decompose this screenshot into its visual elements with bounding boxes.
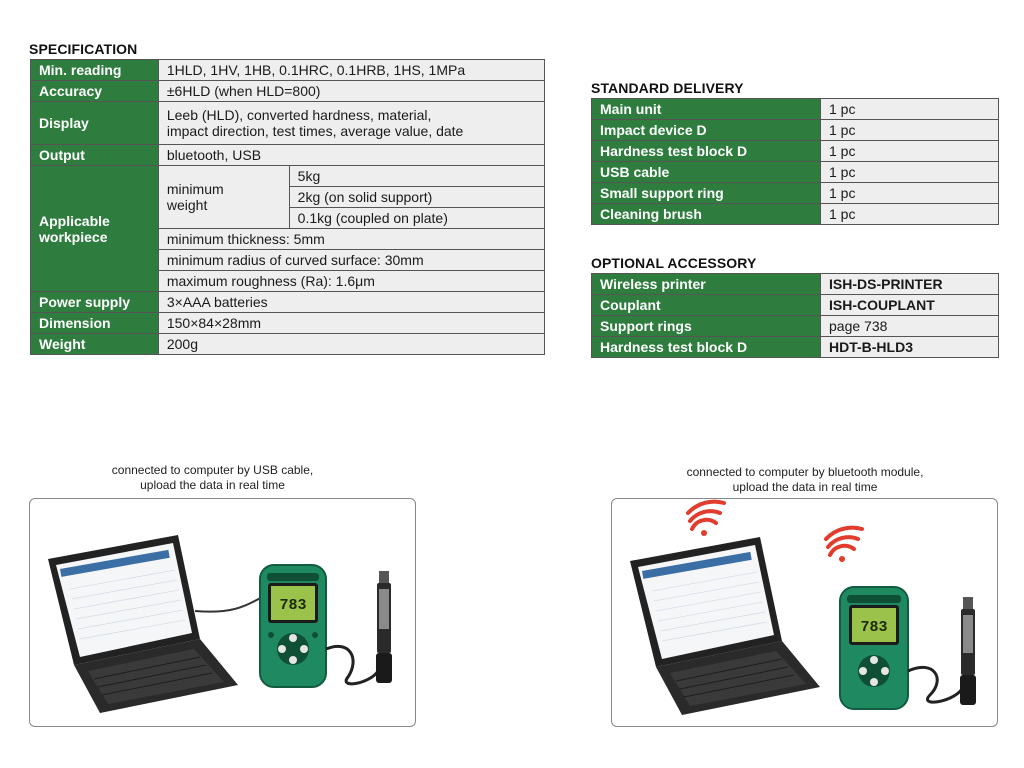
probe-cable: [326, 646, 378, 683]
row-label: Output: [31, 145, 159, 166]
table-row: [31, 145, 545, 166]
table-row: [31, 60, 545, 81]
table-row: [592, 99, 999, 120]
item-qty: 1 pc: [821, 183, 999, 204]
caption-line: upload the data in real time: [140, 478, 285, 492]
bluetooth-connection-illustration: [612, 499, 998, 727]
table-row: [31, 292, 545, 313]
item-label: USB cable: [592, 162, 821, 183]
weight-value: 2kg (on solid support): [289, 187, 544, 208]
row-label: [31, 166, 159, 292]
table-row: [31, 166, 545, 187]
laptop-illustration: [630, 537, 820, 715]
item-label: Cleaning brush: [592, 204, 821, 225]
table-row: [592, 337, 999, 358]
row-value: 150×84×28mm: [158, 313, 544, 334]
table-row: [592, 204, 999, 225]
table-row: [592, 274, 999, 295]
usb-connection-illustration: [30, 499, 416, 727]
row-value: 1HLD, 1HV, 1HB, 0.1HRC, 0.1HRB, 1HS, 1MPa: [158, 60, 544, 81]
tester-display-value: 783: [860, 619, 888, 636]
hardness-tester-illustration: [260, 565, 326, 687]
specification-title: SPECIFICATION: [29, 41, 138, 57]
row-value: minimum radius of curved surface: 30mm: [158, 250, 544, 271]
item-label: Small support ring: [592, 183, 821, 204]
item-code: ISH-COUPLANT: [821, 295, 999, 316]
tester-display-value: 783: [279, 597, 307, 614]
optional-accessory-title: OPTIONAL ACCESSORY: [591, 255, 757, 271]
wireless-signal-icon: [826, 528, 862, 562]
usb-cable: [195, 597, 262, 612]
item-label: Main unit: [592, 99, 821, 120]
row-label: Weight: [31, 334, 159, 355]
table-row: [592, 141, 999, 162]
min-weight-label: [158, 166, 289, 229]
table-row: [31, 334, 545, 355]
table-row: [592, 316, 999, 337]
row-value: ±6HLD (when HLD=800): [158, 81, 544, 102]
optional-accessory-table: [591, 273, 999, 358]
probe-cable: [908, 667, 962, 702]
row-value: [158, 102, 544, 145]
usb-connection-figure: [29, 498, 416, 727]
min-weight-line: weight: [166, 197, 208, 213]
impact-probe-illustration: [960, 597, 976, 705]
display-line: Leeb (HLD), converted hardness, material,: [166, 107, 432, 123]
item-qty: 1 pc: [821, 204, 999, 225]
table-row: [592, 295, 999, 316]
weight-value: 0.1kg (coupled on plate): [289, 208, 544, 229]
item-code: HDT-B-HLD3: [821, 337, 999, 358]
wireless-signal-icon: [688, 502, 724, 536]
item-qty: 1 pc: [821, 120, 999, 141]
impact-probe-illustration: [376, 571, 392, 683]
usb-figure-caption: [60, 463, 365, 493]
row-value: 3×AAA batteries: [158, 292, 544, 313]
hardness-tester-illustration: [840, 587, 908, 709]
table-row: [592, 183, 999, 204]
display-line: impact direction, test times, average value, date: [166, 123, 464, 139]
caption-line: connected to computer by bluetooth module,: [686, 465, 924, 479]
row-label: Dimension: [31, 313, 159, 334]
item-qty: 1 pc: [821, 162, 999, 183]
table-row: [592, 120, 999, 141]
item-label: Hardness test block D: [592, 141, 821, 162]
weight-value: 5kg: [289, 166, 544, 187]
caption-line: connected to computer by USB cable,: [111, 463, 314, 477]
row-label: Min. reading: [31, 60, 159, 81]
row-label: Accuracy: [31, 81, 159, 102]
min-weight-line: minimum: [166, 181, 224, 197]
bluetooth-connection-figure: [611, 498, 998, 727]
specification-table: [30, 59, 545, 355]
row-value: maximum roughness (Ra): 1.6μm: [158, 271, 544, 292]
standard-delivery-title: STANDARD DELIVERY: [591, 80, 744, 96]
item-code: page 738: [821, 316, 999, 337]
item-qty: 1 pc: [821, 99, 999, 120]
item-label: Support rings: [592, 316, 821, 337]
row-value: 200g: [158, 334, 544, 355]
item-code: ISH-DS-PRINTER: [821, 274, 999, 295]
table-row: [592, 162, 999, 183]
row-value: bluetooth, USB: [158, 145, 544, 166]
table-row: [31, 81, 545, 102]
row-value: minimum thickness: 5mm: [158, 229, 544, 250]
workpiece-label-line: Applicable: [39, 212, 110, 229]
row-label: Display: [31, 102, 159, 145]
standard-delivery-table: [591, 98, 999, 225]
item-label: Wireless printer: [592, 274, 821, 295]
item-label: Impact device D: [592, 120, 821, 141]
item-qty: 1 pc: [821, 141, 999, 162]
bluetooth-figure-caption: [640, 465, 970, 495]
item-label: Hardness test block D: [592, 337, 821, 358]
laptop-illustration: [48, 535, 238, 713]
row-label: Power supply: [31, 292, 159, 313]
table-row: [31, 313, 545, 334]
table-row: [31, 102, 545, 145]
item-label: Couplant: [592, 295, 821, 316]
workpiece-label-line: workpiece: [39, 228, 108, 245]
caption-line: upload the data in real time: [732, 480, 878, 494]
